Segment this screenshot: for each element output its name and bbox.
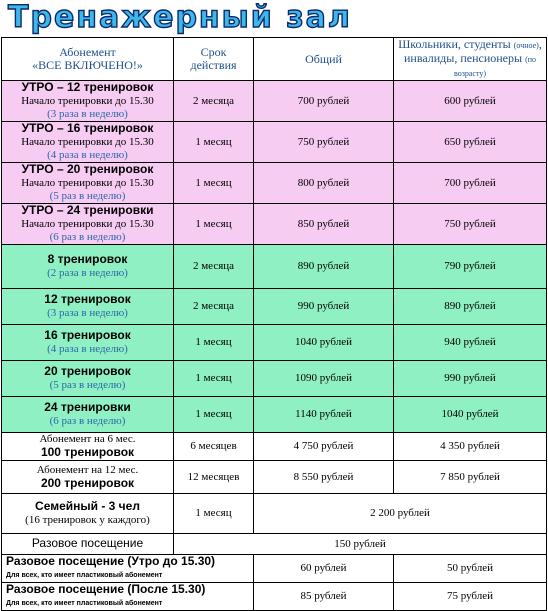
table-row (2, 81, 547, 122)
discount-price-cell: 650 рублей (394, 122, 547, 163)
general-price-cell: 800 рублей (254, 163, 394, 204)
general-price-cell: 8 550 рублей (254, 461, 394, 494)
header-general: Общий (254, 38, 394, 81)
single-price-cell: 150 рублей (174, 534, 547, 555)
term-cell: 2 месяца (174, 289, 254, 325)
plan-cell: 8 тренировок (2 раза в неделю) (2, 245, 174, 289)
term-cell: 1 месяц (174, 163, 254, 204)
discount-price-cell: 700 рублей (394, 163, 547, 204)
general-price-cell: 850 рублей (254, 204, 394, 245)
plan-cell: Разовое посещение (2, 534, 174, 555)
table-row-family (2, 494, 547, 534)
table-row (2, 325, 547, 361)
general-price-cell: 1040 рублей (254, 325, 394, 361)
family-price-cell: 2 200 рублей (254, 494, 547, 534)
plan-cell: 12 тренировок (3 раза в неделю) (2, 289, 174, 325)
term-cell: 2 месяца (174, 245, 254, 289)
table-row-single-after (2, 583, 547, 611)
general-price-cell: 4 750 рублей (254, 433, 394, 461)
general-price-cell: 85 рублей (254, 583, 394, 611)
table-row (2, 433, 547, 461)
general-price-cell: 1090 рублей (254, 361, 394, 397)
discount-price-cell: 890 рублей (394, 289, 547, 325)
header-term: Срок действия (174, 38, 254, 81)
plan-cell: Семейный - 3 чел (16 тренировок у каждого) (2, 494, 174, 534)
plan-cell: УТРО – 16 тренировок Начало тренировки до 15.30 (4 раза в неделю) (2, 122, 174, 163)
general-price-cell: 890 рублей (254, 245, 394, 289)
plan-cell: УТРО – 12 тренировок Начало тренировки до 15.30 (3 раза в неделю) (2, 81, 174, 122)
table-row (2, 122, 547, 163)
table-row (2, 361, 547, 397)
term-cell: 1 месяц (174, 325, 254, 361)
table-row-single-morning (2, 555, 547, 583)
price-table (1, 37, 547, 611)
table-row-single (2, 534, 547, 555)
plan-cell: Разовое посещение (Утро до 15.30) Для всех, кто имеет пластиковый абонемент (2, 555, 254, 583)
plan-cell: УТРО – 24 тренировки Начало тренировки до 15.30 (6 раз в неделю) (2, 204, 174, 245)
term-cell: 1 месяц (174, 494, 254, 534)
discount-price-cell: 7 850 рублей (394, 461, 547, 494)
general-price-cell: 750 рублей (254, 122, 394, 163)
plan-cell: 24 тренировки (6 раз в неделю) (2, 397, 174, 433)
header-row (2, 38, 547, 81)
discount-price-cell: 50 рублей (394, 555, 547, 583)
table-row (2, 461, 547, 494)
discount-price-cell: 790 рублей (394, 245, 547, 289)
page-title-text: Тренажерный зал (8, 0, 352, 35)
term-cell: 1 месяц (174, 122, 254, 163)
term-cell: 1 месяц (174, 397, 254, 433)
table-row (2, 204, 547, 245)
table-row (2, 289, 547, 325)
discount-price-cell: 75 рублей (394, 583, 547, 611)
plan-cell: Разовое посещение (После 15.30) Для всех, кто имеет пластиковый абонемент (2, 583, 254, 611)
table-row (2, 163, 547, 204)
plan-cell: 20 тренировок (5 раз в неделю) (2, 361, 174, 397)
discount-price-cell: 750 рублей (394, 204, 547, 245)
term-cell: 1 месяц (174, 204, 254, 245)
term-cell: 2 месяца (174, 81, 254, 122)
plan-cell: УТРО – 20 тренировок Начало тренировки до 15.30 (5 раз в неделю) (2, 163, 174, 204)
plan-cell: Абонемент на 12 мес. 200 тренировок (2, 461, 174, 494)
table-row (2, 397, 547, 433)
general-price-cell: 1140 рублей (254, 397, 394, 433)
discount-price-cell: 1040 рублей (394, 397, 547, 433)
discount-price-cell: 940 рублей (394, 325, 547, 361)
table-row (2, 245, 547, 289)
plan-cell: Абонемент на 6 мес. 100 тренировок (2, 433, 174, 461)
term-cell: 12 месяцев (174, 461, 254, 494)
discount-price-cell: 4 350 рублей (394, 433, 547, 461)
term-cell: 1 месяц (174, 361, 254, 397)
general-price-cell: 700 рублей (254, 81, 394, 122)
page-title (0, 0, 548, 36)
general-price-cell: 990 рублей (254, 289, 394, 325)
discount-price-cell: 600 рублей (394, 81, 547, 122)
discount-price-cell: 990 рублей (394, 361, 547, 397)
term-cell: 6 месяцев (174, 433, 254, 461)
header-subscription: Абонемент «ВСЕ ВКЛЮЧЕНО!» (2, 38, 174, 81)
header-discount: Школьники, студенты (очное), инвалиды, пенсионеры (по возрасту) (394, 38, 547, 81)
general-price-cell: 60 рублей (254, 555, 394, 583)
plan-cell: 16 тренировок (4 раза в неделю) (2, 325, 174, 361)
